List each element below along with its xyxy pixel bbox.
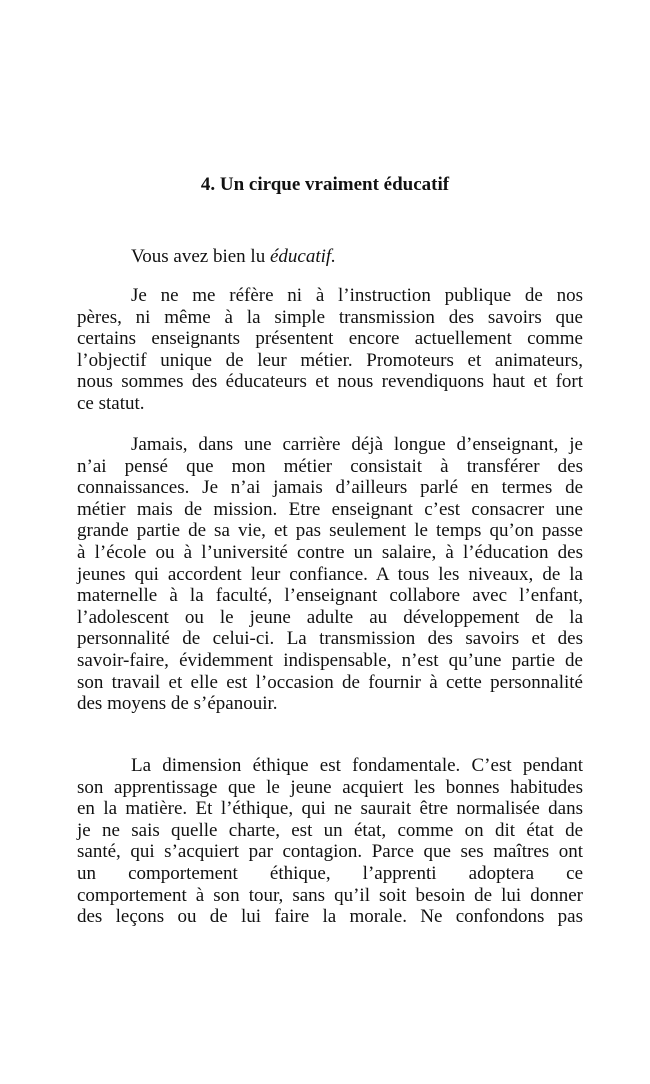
text-line: n’ai pensé que mon métier consistait à transférer des [77,455,583,477]
text-line: un comportement éthique, l’apprenti adoptera ce [77,862,583,884]
text-line: certains enseignants présentent encore actuellement comme [77,328,583,350]
text-line: Jamais, dans une carrière déjà longue d’enseignant, je [131,434,583,455]
text-line: grande partie de sa vie, et pas seulement le temps qu’on passe [77,520,583,542]
text-line: son apprentissage que le jeune acquiert les bonnes habitudes [77,776,583,798]
text-line: je ne sais quelle charte, est un état, comme on dit état de [77,819,583,841]
text-line: La dimension éthique est fondamentale. C’est pendant [131,755,583,776]
text-line: maternelle à la faculté, l’enseignant collabore avec l’enfant, [77,585,583,607]
paragraph-2 [77,434,583,715]
text-line: santé, qui s’acquiert par contagion. Parce que ses maîtres ont [77,841,583,863]
text-line: comportement à son tour, sans qu’il soit besoin de lui donner [77,884,583,906]
text-line: ce statut. [77,392,145,414]
text-line: des leçons ou de lui faire la morale. Ne confondons pas [77,906,583,928]
text-line: à l’école ou à l’université contre un salaire, à l’éducation des [77,541,583,563]
intro-emphasis: éducatif. [269,246,336,267]
section-title: 4. Un cirque vraiment éducatif [200,174,450,195]
text-line: métier mais de mission. Etre enseignant c’est consacrer une [77,498,583,520]
intro-line [77,246,583,268]
text-line: personnalité de celui-ci. La transmission des savoirs et des [77,628,583,650]
text-line: jeunes qui accordent leur confiance. A tous les niveaux, de la [77,563,583,585]
intro-paragraph [77,246,583,268]
text-line: l’objectif unique de leur métier. Promoteurs et animateurs, [77,349,583,371]
text-line: des moyens de s’épanouir. [77,693,278,715]
text-line: pères, ni même à la simple transmission des savoirs que [77,306,583,328]
text-line: savoir-faire, évidemment indispensable, n’est qu’une partie de [77,649,583,671]
text-line: Je ne me réfère ni à l’instruction publique de nos [131,285,583,306]
text-line: l’adolescent ou le jeune adulte au développement de la [77,606,583,628]
text-line: en la matière. Et l’éthique, qui ne saurait être normalisée dans [77,798,583,820]
paragraph-1 [77,285,583,415]
text-line: son travail et elle est l’occasion de fournir à cette personnalité [77,671,583,693]
text-line: connaissances. Je n’ai jamais d’ailleurs parlé en termes de [77,477,583,499]
text-line: nous sommes des éducateurs et nous revendiquons haut et fort [77,371,583,393]
paragraph-3 [77,755,583,928]
intro-text: Vous avez bien lu [131,246,270,267]
